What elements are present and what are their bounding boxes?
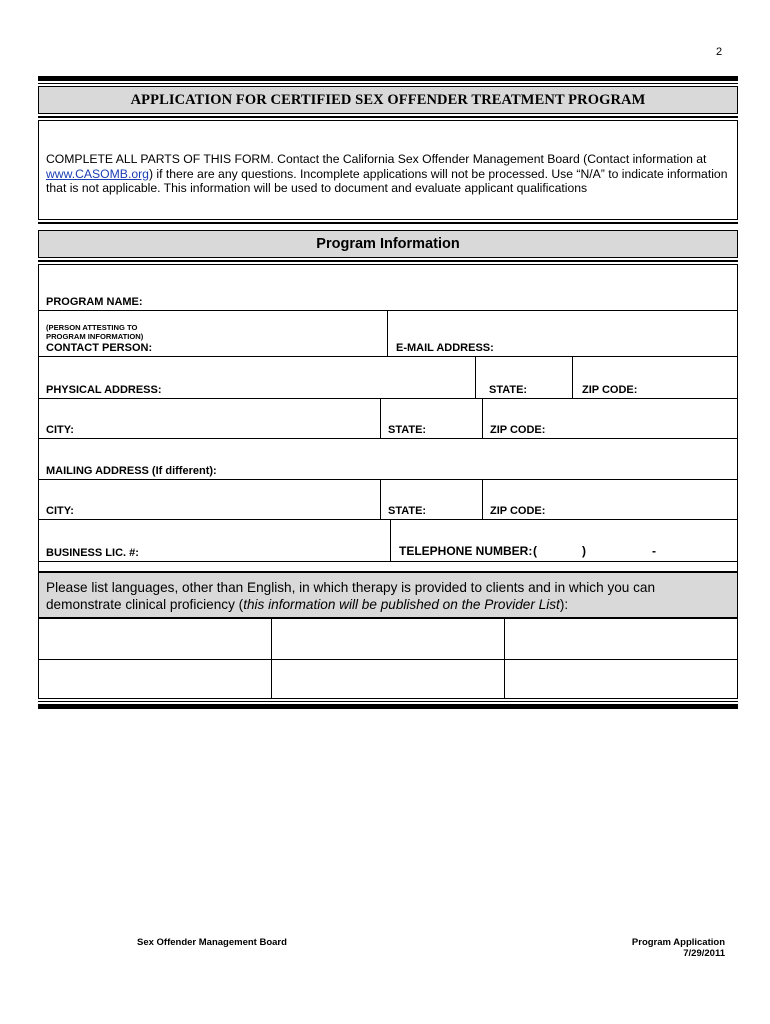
telephone-open-paren: ( [533, 544, 537, 558]
language-cell-4[interactable] [39, 660, 271, 698]
bottom-rule-thin [38, 701, 738, 702]
program-info-grid [38, 264, 738, 572]
section-rule [38, 260, 738, 262]
title-rule [38, 116, 738, 118]
languages-prompt-box [38, 572, 738, 618]
telephone-label: TELEPHONE NUMBER: [399, 544, 533, 558]
casomb-link[interactable]: www.CASOMB.org [46, 166, 149, 181]
language-cell-6[interactable] [505, 660, 737, 698]
language-cell-5[interactable] [272, 660, 504, 698]
city-2-label: CITY: [46, 505, 74, 517]
language-cell-3[interactable] [505, 619, 737, 659]
footer-right-line1: Program Application [631, 937, 725, 948]
languages-prompt [46, 579, 732, 613]
page-number: 2 [716, 46, 723, 58]
physical-state-label: STATE: [489, 384, 528, 396]
languages-prompt-italic: this information will be published on the Provider List [243, 597, 560, 612]
bottom-rule [38, 704, 738, 709]
zip-1-label: ZIP CODE: [490, 424, 546, 436]
language-cell-2[interactable] [272, 619, 504, 659]
program-info-header [38, 230, 738, 258]
intro-text-part2: ) if there are any questions. Incomplete applications will not be processed. Use “N/A” to indicate information that is not applicable. This information will be used to document and evaluate applicant qualifications [46, 166, 728, 195]
footer-right [600, 937, 725, 959]
footer-left: Sex Offender Management Board [137, 937, 287, 948]
intro-rule [38, 222, 738, 224]
state-2-label: STATE: [388, 505, 427, 517]
form-title-box [38, 86, 738, 114]
form-title: APPLICATION FOR CERTIFIED SEX OFFENDER TREATMENT PROGRAM [130, 92, 646, 108]
business-lic-label: BUSINESS LIC. #: [46, 547, 139, 559]
state-1-label: STATE: [388, 424, 427, 436]
top-rule [38, 76, 738, 81]
intro-box [38, 120, 738, 220]
contact-person-label: CONTACT PERSON: [46, 342, 153, 354]
person-attesting-note-line2: PROGRAM INFORMATION) [46, 332, 144, 341]
language-cell-1[interactable] [39, 619, 271, 659]
program-name-label: PROGRAM NAME: [46, 296, 143, 308]
languages-prompt-part2: ): [559, 597, 569, 612]
intro-text [46, 152, 734, 196]
person-attesting-note-line1: (PERSON ATTESTING TO [46, 323, 138, 332]
languages-grid [38, 618, 738, 699]
zip-2-label: ZIP CODE: [490, 505, 546, 517]
email-address-label: E-MAIL ADDRESS: [396, 342, 494, 354]
footer-right-line2: 7/29/2011 [683, 948, 725, 959]
mailing-address-label: MAILING ADDRESS (If different): [46, 465, 217, 477]
intro-text-part1: COMPLETE ALL PARTS OF THIS FORM. Contact the California Sex Offender Management Board (Contact information at [46, 152, 707, 166]
physical-zip-label: ZIP CODE: [582, 384, 638, 396]
telephone-dash: - [652, 544, 656, 558]
telephone-close-paren: ) [582, 544, 586, 558]
city-1-label: CITY: [46, 424, 74, 436]
top-rule-thin [38, 83, 738, 84]
physical-address-label: PHYSICAL ADDRESS: [46, 384, 162, 396]
languages-prompt-part1: Please list languages, other than English, in which therapy is provided to clients and in which you can demonstrate clinical proficiency ( [46, 580, 656, 612]
person-attesting-note [46, 323, 143, 341]
section-title: Program Information [316, 236, 460, 252]
